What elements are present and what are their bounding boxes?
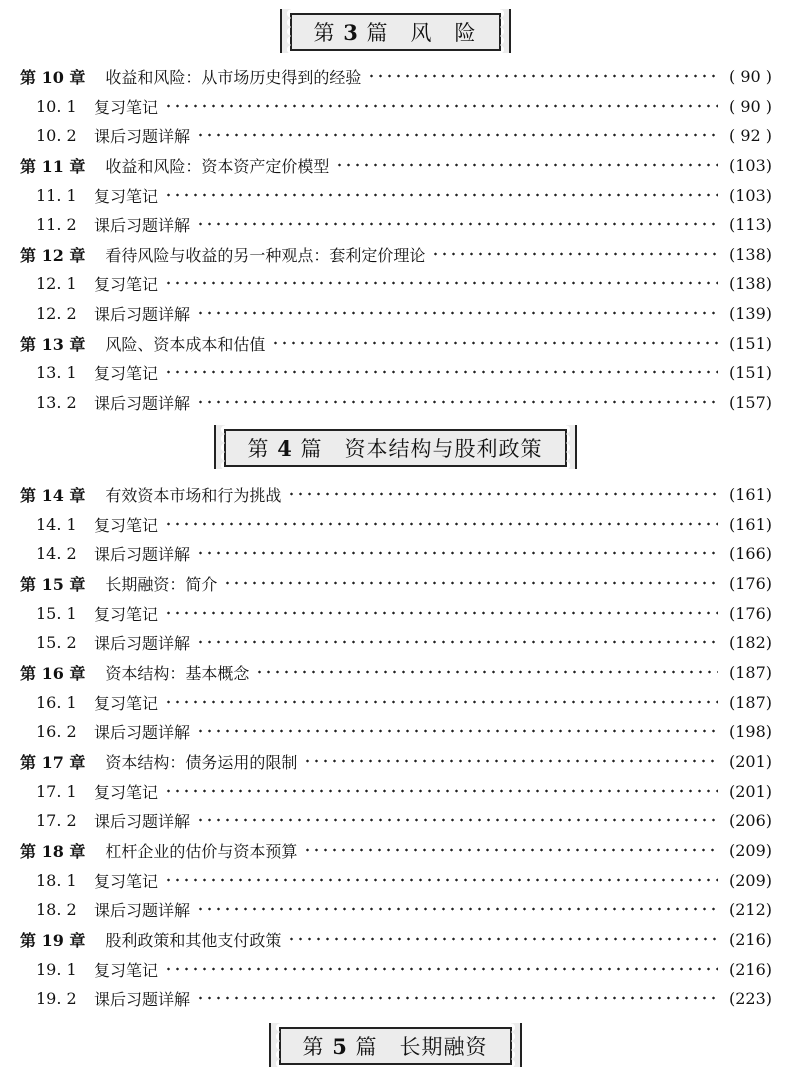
leader-dots (255, 667, 718, 677)
toc-section-19-2[interactable]: 19. 2 课后习题详解 (223) (36, 988, 772, 1009)
leader-dots (196, 219, 718, 229)
leader-dots (164, 786, 718, 796)
toc-section-17-2[interactable]: 17. 2 课后习题详解 (206) (36, 810, 772, 831)
toc-section-17-1[interactable]: 17. 1 复习笔记 (201) (36, 781, 772, 802)
leader-dots (287, 489, 718, 499)
toc-chapter-15[interactable]: 第 15 章 长期融资：简介 (176) (20, 573, 772, 594)
toc-section-16-2[interactable]: 16. 2 课后习题详解 (198) (36, 721, 772, 742)
leader-dots (196, 904, 718, 914)
leader-dots (164, 875, 718, 885)
toc-chapter-10[interactable]: 第 10 章 收益和风险：从市场历史得到的经验 ( 90 ) (20, 66, 772, 87)
toc-section-10-2[interactable]: 10. 2 课后习题详解 ( 92 ) (36, 125, 772, 146)
leader-dots (196, 548, 718, 558)
part-5-header (0, 1026, 790, 1066)
leader-dots (164, 190, 718, 200)
leader-dots (164, 519, 718, 529)
leader-dots (164, 697, 718, 707)
leader-dots (196, 308, 718, 318)
toc-section-13-1[interactable]: 13. 1 复习笔记 (151) (36, 362, 772, 383)
toc-chapter-18[interactable]: 第 18 章 杠杆企业的估价与资本预算 (209) (20, 840, 772, 861)
part-3-banner: 第 3 篇 风 险 (290, 13, 501, 51)
leader-dots (287, 934, 718, 944)
part-5-banner: 第 5 篇 长期融资 (279, 1027, 512, 1065)
toc-chapter-12[interactable]: 第 12 章 看待风险与收益的另一种观点：套利定价理论 (138) (20, 244, 772, 265)
toc-section-11-1[interactable]: 11. 1 复习笔记 (103) (36, 185, 772, 206)
toc-section-15-1[interactable]: 15. 1 复习笔记 (176) (36, 603, 772, 624)
toc-section-14-2[interactable]: 14. 2 课后习题详解 (166) (36, 543, 772, 564)
leader-dots (303, 756, 718, 766)
leader-dots (335, 160, 718, 170)
toc-chapter-13[interactable]: 第 13 章 风险、资本成本和估值 (151) (20, 333, 772, 354)
toc-chapter-14[interactable]: 第 14 章 有效资本市场和行为挑战 (161) (20, 484, 772, 505)
toc-section-12-2[interactable]: 12. 2 课后习题详解 (139) (36, 303, 772, 324)
leader-dots (303, 845, 718, 855)
leader-dots (196, 993, 718, 1003)
part-4-banner: 第 4 篇 资本结构与股利政策 (224, 429, 567, 467)
part-3-header (0, 12, 790, 52)
toc-section-11-2[interactable]: 11. 2 课后习题详解 (113) (36, 214, 772, 235)
leader-dots (164, 608, 718, 618)
leader-dots (223, 578, 718, 588)
toc-section-15-2[interactable]: 15. 2 课后习题详解 (182) (36, 632, 772, 653)
leader-dots (196, 397, 718, 407)
toc-section-10-1[interactable]: 10. 1 复习笔记 ( 90 ) (36, 96, 772, 117)
leader-dots (164, 278, 718, 288)
part-4-header (0, 428, 790, 468)
toc-chapter-16[interactable]: 第 16 章 资本结构：基本概念 (187) (20, 662, 772, 683)
toc-section-14-1[interactable]: 14. 1 复习笔记 (161) (36, 514, 772, 535)
leader-dots (164, 367, 718, 377)
toc-chapter-17[interactable]: 第 17 章 资本结构：债务运用的限制 (201) (20, 751, 772, 772)
toc-section-18-2[interactable]: 18. 2 课后习题详解 (212) (36, 899, 772, 920)
toc-chapter-11[interactable]: 第 11 章 收益和风险：资本资产定价模型 (103) (20, 155, 772, 176)
toc-section-19-1[interactable]: 19. 1 复习笔记 (216) (36, 959, 772, 980)
leader-dots (196, 637, 718, 647)
leader-dots (196, 726, 718, 736)
leader-dots (196, 130, 718, 140)
leader-dots (196, 815, 718, 825)
toc-section-16-1[interactable]: 16. 1 复习笔记 (187) (36, 692, 772, 713)
toc-section-13-2[interactable]: 13. 2 课后习题详解 (157) (36, 392, 772, 413)
toc-section-18-1[interactable]: 18. 1 复习笔记 (209) (36, 870, 772, 891)
toc-section-12-1[interactable]: 12. 1 复习笔记 (138) (36, 273, 772, 294)
leader-dots (367, 71, 718, 81)
leader-dots (164, 101, 718, 111)
leader-dots (431, 249, 718, 259)
leader-dots (164, 964, 718, 974)
toc-chapter-19[interactable]: 第 19 章 股利政策和其他支付政策 (216) (20, 929, 772, 950)
leader-dots (271, 338, 718, 348)
